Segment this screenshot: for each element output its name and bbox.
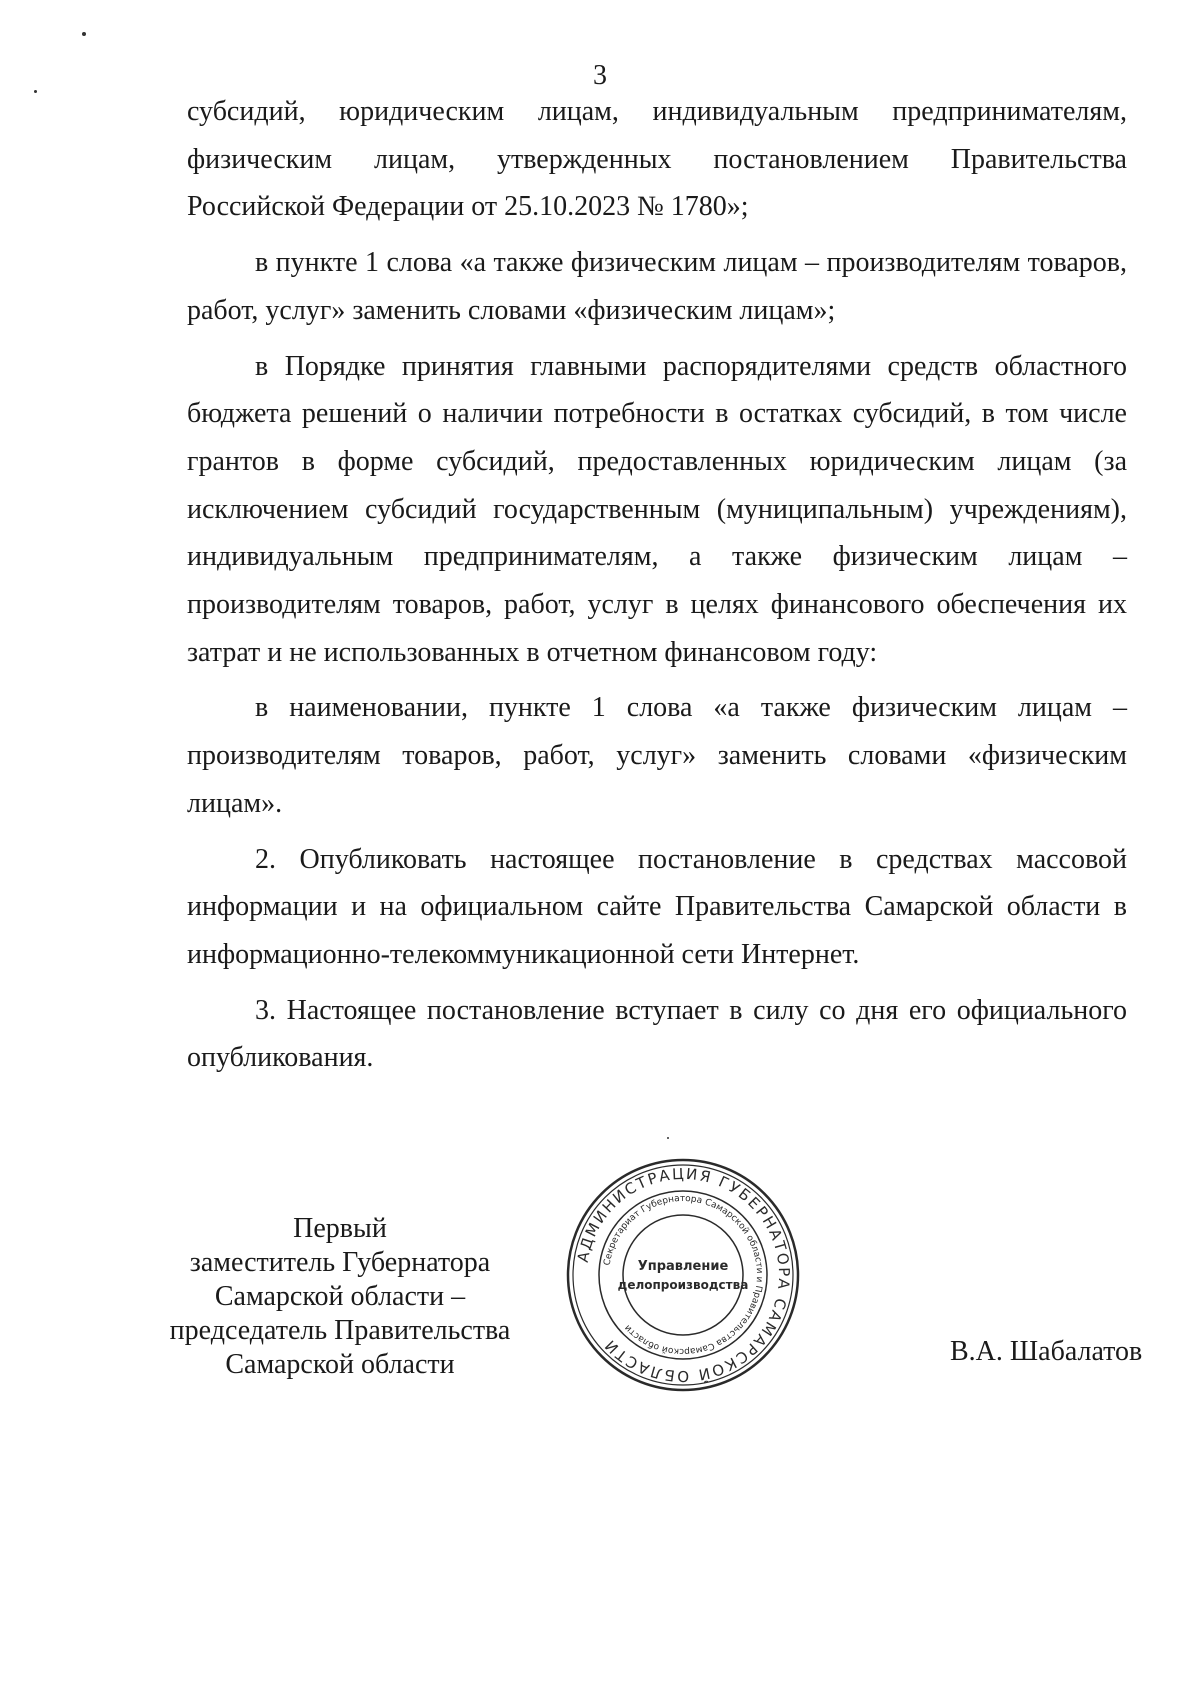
page-number: 3 [593, 60, 607, 91]
scan-speck [34, 90, 37, 93]
seal-inner-ring-text-path: Секретариат Губернатора Самарской области и Правительства Самарской области [602, 1193, 765, 1357]
seal-center-line-2: делопроизводства [617, 1278, 749, 1292]
signatory-title-line: Первый [293, 1213, 387, 1244]
paragraph-continuation: субсидий, юридическим лицам, индивидуальным предпринимателям, физическим лицам, утвержденных постановлением Правительства Российской Федерации от 25.10.2023 № 1780»; [187, 96, 1127, 223]
paragraph-amendment-name: в наименовании, пункте 1 слова «а также физическим лицам – производителям товаров, работ, услуг» заменить словами «физическим лицам». [187, 692, 1127, 819]
signatory-title [150, 1212, 530, 1382]
scan-speck [667, 1137, 669, 1139]
seal-outer-text-path: АДМИНИСТРАЦИЯ ГУБЕРНАТОРА САМАРСКОЙ ОБЛАСТИ [573, 1164, 794, 1386]
paragraph-effective-date: 3. Настоящее постановление вступает в силу со дня его официального опубликования. [187, 994, 1127, 1074]
paragraph-publication: 2. Опубликовать настоящее постановление в средствах массовой информации и на официальном сайте Правительства Самарской области в информационно-телекоммуникационной сети Интернет. [187, 843, 1127, 970]
signatory-title-line: Самарской области [225, 1349, 455, 1380]
signatory-title-line: председатель Правительства [169, 1315, 511, 1346]
signatory-title-line: Самарской области – [214, 1281, 466, 1312]
seal-inner-ring-text [603, 1194, 764, 1356]
document-body [187, 88, 1127, 1090]
scan-speck [82, 32, 86, 36]
paragraph-amendment-point-1: в пункте 1 слова «а также физическим лицам – производителям товаров, работ, услуг» заменить словами «физическим лицам»; [187, 247, 1127, 326]
official-seal [563, 1155, 803, 1395]
signatory-title-line: заместитель Губернатора [189, 1247, 491, 1278]
paragraph-procedure-title: в Порядке принятия главными распорядителями средств областного бюджета решений о наличии потребности в остатках субсидий, в том числе грантов в форме субсидий, предоставленных юридическим лицам (за исключением субсидий государственным (муниципальным) учреждениям), индивидуальным предпринимателям, а также физическим лицам – производителям товаров, работ, услуг в целях финансового обеспечения их затрат и не использованных в отчетном финансовом году: [187, 350, 1127, 668]
signatory-name: В.А. Шабалатов [950, 1336, 1143, 1367]
seal-center-line-1: Управление [637, 1259, 729, 1274]
